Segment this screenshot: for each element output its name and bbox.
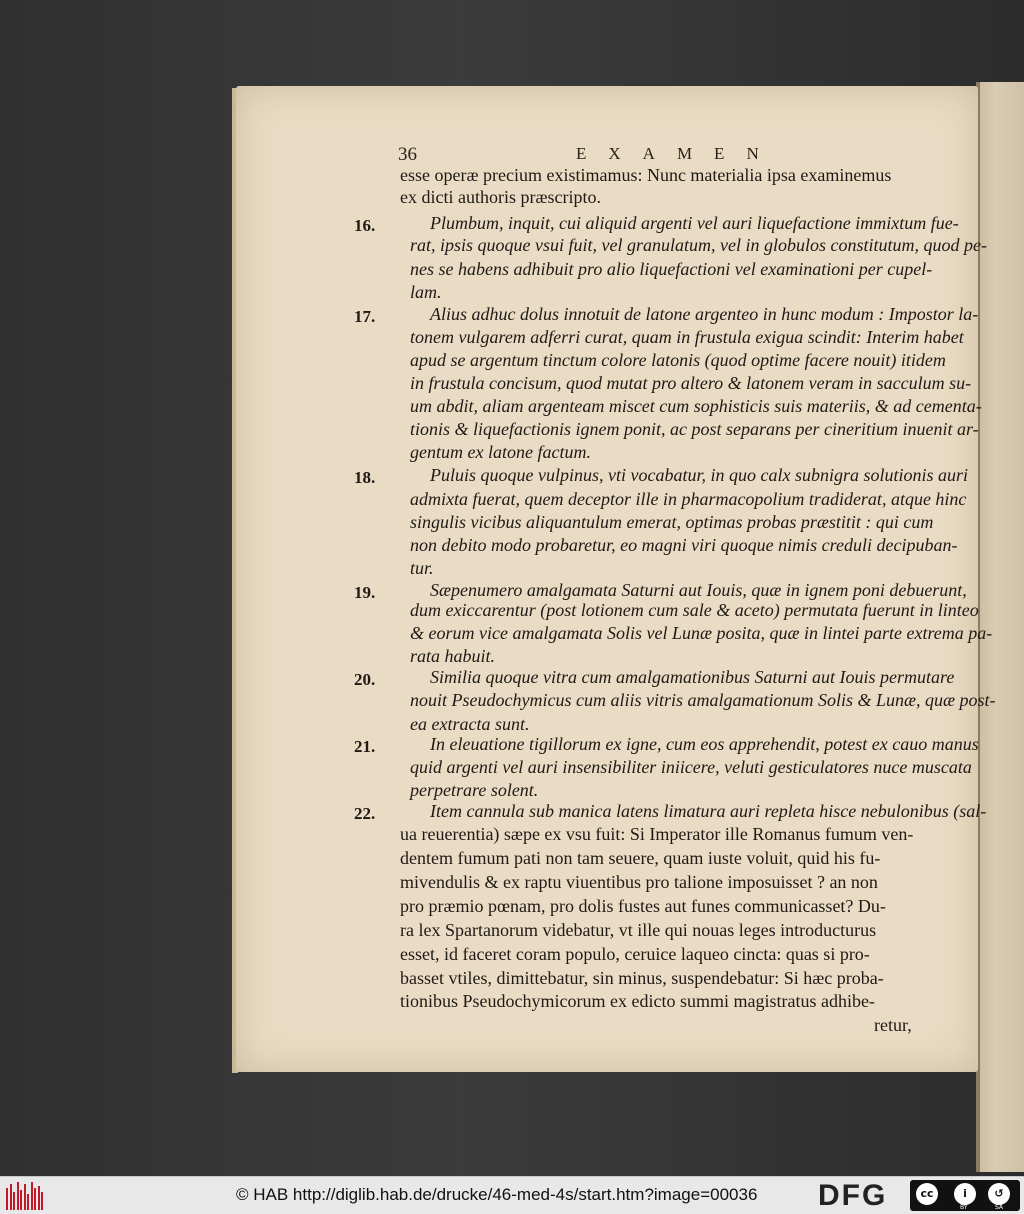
text-line: in frustula concisum, quod mutat pro altero & latonem veram in sacculum su- <box>410 373 972 393</box>
text-line: Puluis quoque vulpinus, vti vocabatur, in quo calx subnigra solutionis auri <box>430 465 968 485</box>
text-line: rata habuit. <box>410 646 496 666</box>
page-number: 36 <box>398 144 417 165</box>
text-line: tionibus Pseudochymicorum ex edicto summi magistratus adhibe- <box>400 991 875 1011</box>
text-line: gentum ex latone factum. <box>410 442 591 462</box>
paragraph-number: 22. <box>354 804 376 823</box>
text-line: quid argenti vel auri insensibiliter iniicere, veluti gesticulatores nuce muscata <box>410 757 972 777</box>
hab-logo[interactable] <box>6 1181 44 1210</box>
text-line: tur. <box>410 558 434 578</box>
text-line: Alius adhuc dolus innotuit de latone argenteo in hunc modum : Impostor la- <box>430 304 979 324</box>
text-line: Item cannula sub manica latens limatura auri repleta hisce nebulonibus (sal- <box>430 801 987 821</box>
logo-bar <box>41 1192 43 1210</box>
text-line: retur, <box>874 1015 912 1035</box>
text-line: Plumbum, inquit, cui aliquid argenti vel auri liquefactione immixtum fue- <box>430 213 959 233</box>
text-line: In eleuatione tigillorum ex igne, cum eos apprehendit, potest ex cauo manus <box>430 734 979 754</box>
text-line: tonem vulgarem adferri curat, quam in frustula exigua scindit: Interim habet <box>410 327 964 347</box>
cc-license-badge[interactable] <box>910 1180 1020 1211</box>
text-line: pro præmio pœnam, pro dolis fustes aut funes communicasset? Du- <box>400 896 886 916</box>
paragraph-number: 17. <box>354 307 376 326</box>
logo-bar <box>13 1192 15 1210</box>
logo-bar <box>10 1184 12 1210</box>
text-line: apud se argentum tinctum colore latonis (quod optime facere nouit) itidem <box>410 350 946 370</box>
by-icon: i <box>954 1183 976 1205</box>
text-line: & eorum vice amalgamata Solis vel Lunæ posita, quæ in lintei parte extrema pa- <box>410 623 993 643</box>
text-line: non debito modo probaretur, eo magni viri quoque nimis creduli decipuban- <box>410 535 958 555</box>
logo-bar <box>20 1190 22 1210</box>
footer-bar <box>0 1176 1024 1214</box>
text-line: tionis & liquefactionis ignem ponit, ac post separans per cineritium inuenit ar- <box>410 419 979 439</box>
text-line: nes se habens adhibuit pro alio liquefactioni vel examinationi per cupel- <box>410 259 933 279</box>
paragraph-number: 18. <box>354 468 376 487</box>
text-line: singulis vicibus aliquantulum emerat, optimas probas præstitit : qui cum <box>410 512 934 532</box>
text-line: um abdit, aliam argenteam miscet cum sophisticis suis materiis, & ad cementa- <box>410 396 982 416</box>
logo-bar <box>38 1186 40 1210</box>
text-line: ua reuerentia) sæpe ex vsu fuit: Si Imperator ille Romanus fumum ven- <box>400 824 914 844</box>
copyright-link[interactable]: © HAB http://diglib.hab.de/drucke/46-med-4s/start.htm?image=00036 <box>236 1185 758 1204</box>
logo-bar <box>17 1182 19 1210</box>
sa-icon: ↺ <box>988 1183 1010 1205</box>
cc-icon: cc <box>916 1183 938 1205</box>
logo-bar <box>6 1188 8 1210</box>
logo-bar <box>34 1188 36 1210</box>
text-line: admixta fuerat, quem deceptor ille in pharmacopolium tradiderat, atque hinc <box>410 489 967 509</box>
logo-bar <box>31 1182 33 1210</box>
logo-bar <box>24 1184 26 1210</box>
paragraph-number: 16. <box>354 216 376 235</box>
text-line: ea extracta sunt. <box>410 714 530 734</box>
text-line: basset vtiles, dimittebatur, sin minus, suspendebatur: Si hæc proba- <box>400 968 884 988</box>
paragraph-number: 21. <box>354 737 376 756</box>
running-title: EXAMEN <box>576 144 781 163</box>
logo-bar <box>27 1194 29 1210</box>
text-line: mivendulis & ex raptu viuentibus pro talione imposuisset ? an non <box>400 872 878 892</box>
paragraph-number: 19. <box>354 583 376 602</box>
text-line: dentem fumum pati non tam seuere, quam iuste voluit, quid his fu- <box>400 848 881 868</box>
text-line: Similia quoque vitra cum amalgamationibus Saturni aut Iouis permutare <box>430 667 955 687</box>
text-line: lam. <box>410 282 442 302</box>
text-line: esset, id faceret coram populo, ceruice laqueo cincta: quas si pro- <box>400 944 870 964</box>
text-line: Sæpenumero amalgamata Saturni aut Iouis, quæ in ignem poni debuerunt, <box>430 580 967 600</box>
text-line: ex dicti authoris præscripto. <box>400 187 601 207</box>
text-line: esse operæ precium existimamus: Nunc materialia ipsa examinemus <box>400 165 892 185</box>
text-line: perpetrare solent. <box>410 780 539 800</box>
text-line: rat, ipsis quoque vsui fuit, vel granulatum, vel in globulos constitutum, quod pe- <box>410 235 987 255</box>
paragraph-number: 20. <box>354 670 376 689</box>
text-line: ra lex Spartanorum videbatur, vt ille qui nouas leges introducturus <box>400 920 877 940</box>
sa-label: SA <box>995 1204 1004 1211</box>
text-line: dum exiccarentur (post lotionem cum sale & aceto) permutata fuerunt in linteo <box>410 600 979 620</box>
by-label: BY <box>960 1204 968 1211</box>
dfg-logo[interactable]: DFG <box>818 1179 888 1212</box>
text-line: nouit Pseudochymicus cum aliis vitris amalgamationum Solis & Lunæ, quæ post- <box>410 690 996 710</box>
